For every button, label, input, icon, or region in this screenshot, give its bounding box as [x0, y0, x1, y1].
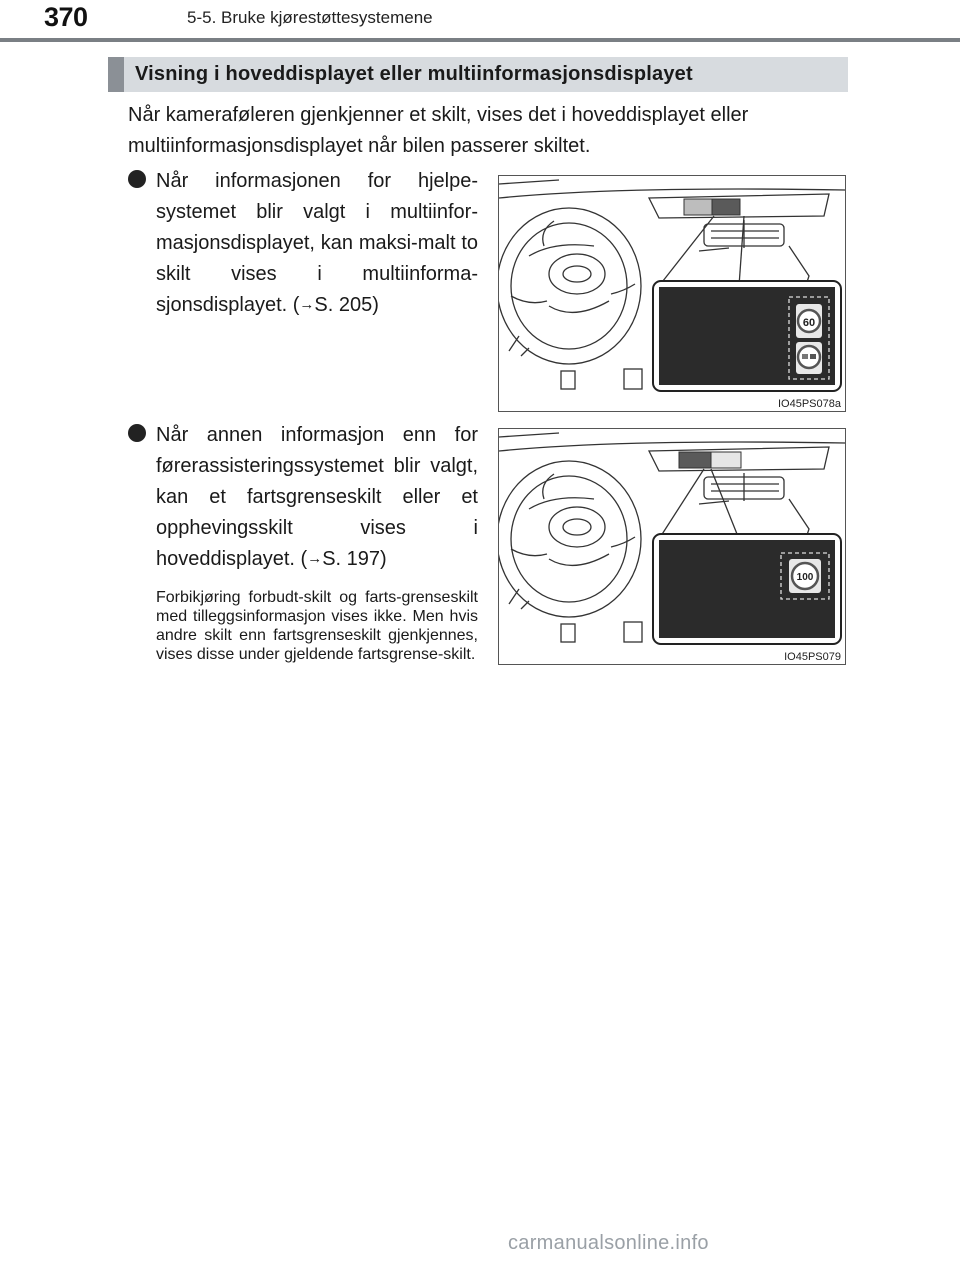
dashboard-illustration: [499, 176, 845, 411]
bullet-body: Når informasjonen for hjelpe-systemet blir valgt i multiinfor-masjonsdisplayet, kan maksi-malt to skilt vises i multiinforma-sjonsdisplayet. (: [156, 170, 478, 316]
page-reference-link[interactable]: S. 197): [322, 548, 387, 570]
speed-sign-text: 60: [802, 317, 816, 329]
title-bar-accent: [108, 57, 124, 92]
subsection-title-bar: [108, 57, 848, 92]
speed-sign-text: 100: [796, 572, 814, 583]
arrow-icon: →: [307, 550, 323, 567]
watermark: carmanualsonline.info: [508, 1232, 709, 1254]
intro-paragraph: Når kameraføleren gjenkjenner et skilt, vises det i hoveddisplayet eller multiinformasjonsdisplayet når bilen passerer skiltet.: [128, 104, 749, 157]
bullet-item: [128, 166, 478, 322]
header-rule: [0, 38, 960, 42]
bullet-text: [156, 420, 478, 576]
figure-dashboard-1: [498, 175, 846, 412]
dashboard-illustration: [499, 429, 845, 664]
bullet-dot-icon: [128, 424, 146, 442]
bullet-text: [156, 166, 478, 322]
arrow-icon: →: [299, 296, 315, 313]
note-text: Forbikjøring forbudt-skilt og farts-grenseskilt med tilleggsinformasjon vises ikke. Men hvis andre skilt enn fartsgrenseskilt gjenkjennes, vises disse under gjeldende fartsgrense-skilt.: [156, 589, 478, 663]
figure-code: IO45PS078a: [778, 398, 841, 410]
bullet-dot-icon: [128, 170, 146, 188]
section-title: 5-5. Bruke kjørestøttesystemene: [187, 8, 433, 27]
subsection-title: Visning i hoveddisplayet eller multiinformasjonsdisplayet: [135, 63, 693, 85]
page-reference-link[interactable]: S. 205): [314, 294, 379, 316]
figure-dashboard-2: [498, 428, 846, 665]
bullet-body: Når annen informasjon enn for førerassisteringssystemet blir valgt, kan et fartsgrenseskilt eller et opphevingsskilt vises i hoveddisplayet. (: [156, 424, 478, 570]
bullet-item: [128, 420, 478, 664]
page-number: 370: [44, 2, 88, 32]
figure-code: IO45PS079: [784, 651, 841, 663]
